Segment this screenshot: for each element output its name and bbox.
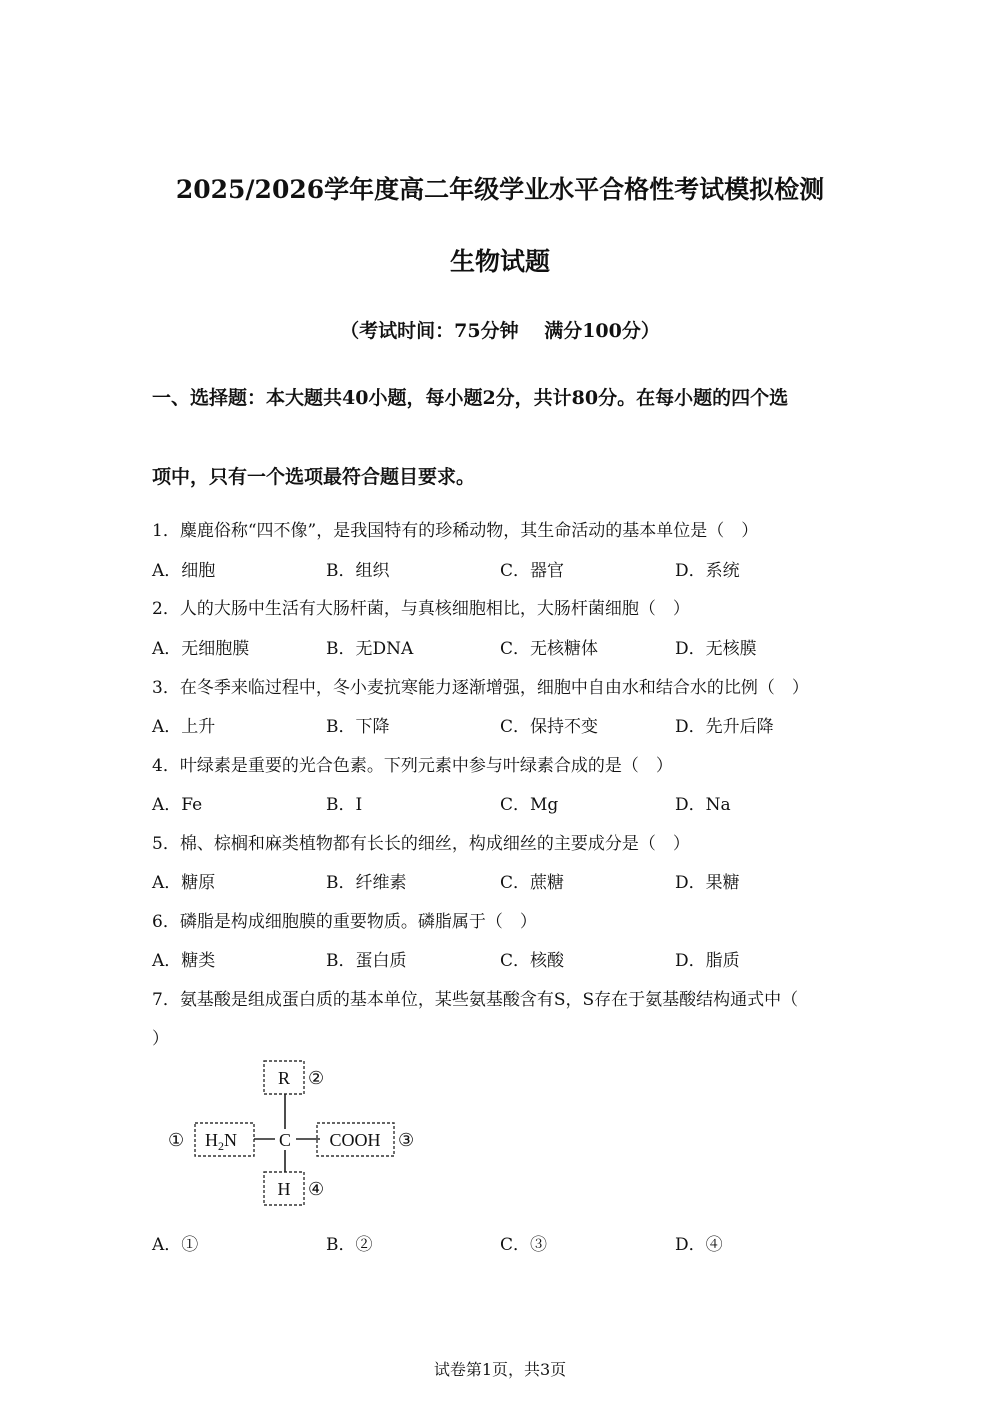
option-d: D．系统 (675, 561, 740, 581)
option-a: A．上升 (152, 717, 216, 737)
h-label: H (277, 1179, 291, 1199)
section-heading-line1: 一、选择题：本大题共40小题，每小题2分，共计80分。在每小题的四个选 (152, 387, 789, 409)
option-a: A．细胞 (152, 561, 216, 581)
option-d: D．先升后降 (675, 717, 774, 737)
option-a: A．① (152, 1235, 199, 1255)
option-d: D．④ (675, 1235, 723, 1255)
option-c: C．器官 (500, 561, 565, 581)
r-label: R (277, 1068, 291, 1088)
cooh-label: COOH (329, 1130, 381, 1150)
option-c: C．无核糖体 (500, 639, 599, 659)
option-a: A．Fe (152, 795, 203, 815)
question-stem: 7．氨基酸是组成蛋白质的基本单位，某些氨基酸含有S，S存在于氨基酸结构通式中（ (152, 990, 799, 1010)
amino-acid-structure-diagram (160, 1055, 430, 1210)
question-stem: 6．磷脂是构成细胞膜的重要物质。磷脂属于（ ） (152, 912, 537, 932)
option-b: B．下降 (326, 717, 390, 737)
nh2-label: $H_2N$ (205, 1130, 237, 1153)
question-stem: 2．人的大肠中生活有大肠杆菌，与真核细胞相比，大肠杆菌细胞（ ） (152, 599, 690, 619)
option-b: B．I (326, 795, 363, 815)
option-c: C．蔗糖 (500, 873, 565, 893)
marker-2: ② (308, 1068, 325, 1088)
option-d: D．无核膜 (675, 639, 757, 659)
option-a: A．糖类 (152, 951, 216, 971)
option-b: B．组织 (326, 561, 390, 581)
option-a: A．糖原 (152, 873, 216, 893)
question-stem: 3．在冬季来临过程中，冬小麦抗寒能力逐渐增强，细胞中自由水和结合水的比例（ ） (152, 678, 809, 698)
marker-1: ① (168, 1130, 185, 1150)
option-d: D．Na (675, 795, 731, 815)
option-c: C．③ (500, 1235, 548, 1255)
exam-info: （考试时间：75分钟 满分100分） (340, 320, 660, 342)
page-title: 2025/2026学年度高二年级学业水平合格性考试模拟检测 (175, 175, 825, 204)
option-b: B．蛋白质 (326, 951, 407, 971)
question-stem: 5．棉、棕榈和麻类植物都有长长的细丝，构成细丝的主要成分是（ ） (152, 834, 690, 854)
c-label: C (278, 1130, 292, 1150)
option-b: B．纤维素 (326, 873, 407, 893)
option-c: C．核酸 (500, 951, 565, 971)
question-stem: 1．麋鹿俗称“四不像”，是我国特有的珍稀动物，其生命活动的基本单位是（ ） (152, 521, 759, 541)
option-b: B．无DNA (326, 639, 414, 659)
option-a: A．无细胞膜 (152, 639, 250, 659)
marker-3: ③ (398, 1130, 415, 1150)
option-d: D．果糖 (675, 873, 740, 893)
subject-title: 生物试题 (449, 247, 550, 276)
option-d: D．脂质 (675, 951, 740, 971)
marker-4: ④ (308, 1179, 325, 1199)
option-c: C．保持不变 (500, 717, 599, 737)
question-stem: 4．叶绿素是重要的光合色素。下列元素中参与叶绿素合成的是（ ） (152, 756, 673, 776)
question-stem-continuation: ） (152, 1029, 169, 1049)
page-footer: 试卷第1页，共3页 (433, 1360, 567, 1379)
option-c: C．Mg (500, 795, 559, 815)
section-heading-line2: 项中，只有一个选项最符合题目要求。 (152, 466, 476, 488)
option-b: B．② (326, 1235, 373, 1255)
